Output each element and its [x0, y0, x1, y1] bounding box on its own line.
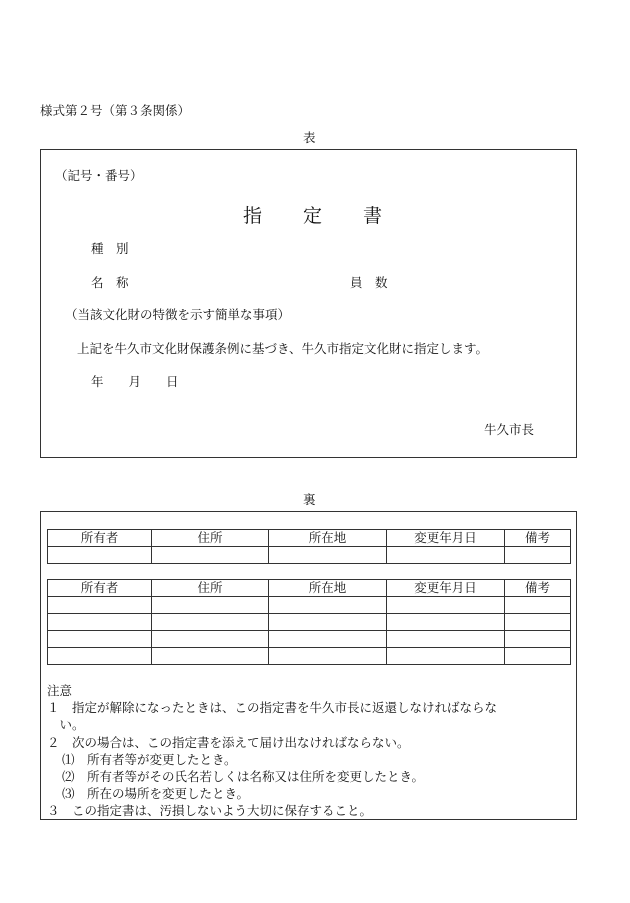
name-label: 名 称 — [91, 275, 129, 290]
table-cell — [48, 547, 152, 564]
form-number-label: 様式第２号（第３条関係） — [40, 103, 191, 118]
column-header-location: 所在地 — [269, 580, 387, 597]
features-label: （当該文化財の特徴を示す簡単な事項） — [65, 307, 291, 322]
table-row — [48, 648, 571, 665]
table-cell — [48, 631, 152, 648]
table-header-row — [48, 530, 571, 547]
column-header-change-date: 変更年月日 — [387, 580, 505, 597]
column-header-owner: 所有者 — [48, 530, 152, 547]
front-heading: 表 — [303, 130, 316, 145]
note-item-2-sub-3: ⑶ 所在の場所を変更したとき。 — [62, 786, 250, 802]
owner-table-2 — [47, 579, 571, 665]
table-cell — [269, 648, 387, 665]
table-cell — [505, 631, 571, 648]
date-label: 年 月 日 — [91, 374, 179, 389]
column-header-address: 住所 — [152, 530, 269, 547]
table-cell — [269, 614, 387, 631]
note-item-2-sub-2: ⑵ 所有者等がその氏名若しくは名称又は住所を変更したとき。 — [62, 769, 425, 785]
back-heading: 裏 — [303, 492, 316, 507]
table-cell — [152, 547, 269, 564]
issuer-label: 牛久市長 — [484, 422, 535, 437]
column-header-remarks: 備考 — [505, 580, 571, 597]
type-label: 種 別 — [91, 241, 129, 256]
designation-statement: 上記を牛久市文化財保護条例に基づき、牛久市指定文化財に指定します。 — [77, 341, 489, 356]
count-label: 員 数 — [350, 275, 388, 290]
table-cell — [387, 631, 505, 648]
column-header-change-date: 変更年月日 — [387, 530, 505, 547]
table-cell — [152, 631, 269, 648]
table-cell — [505, 547, 571, 564]
table-cell — [269, 631, 387, 648]
table-row — [48, 597, 571, 614]
table-cell — [269, 547, 387, 564]
notes-heading: 注意 — [47, 683, 73, 698]
column-header-address: 住所 — [152, 580, 269, 597]
table-cell — [152, 648, 269, 665]
table-cell — [387, 648, 505, 665]
column-header-location: 所在地 — [269, 530, 387, 547]
table-cell — [152, 614, 269, 631]
table-cell — [505, 597, 571, 614]
table-row — [48, 614, 571, 631]
table-header-row — [48, 580, 571, 597]
column-header-owner: 所有者 — [48, 580, 152, 597]
owner-table-1 — [47, 529, 571, 564]
symbol-number-label: （記号・番号） — [55, 168, 143, 183]
notes-section — [47, 682, 577, 820]
table-cell — [505, 648, 571, 665]
front-certificate-box — [40, 149, 577, 458]
certificate-title: 指 定 書 — [243, 205, 384, 227]
table-cell — [48, 648, 152, 665]
table-cell — [48, 597, 152, 614]
table-row — [48, 631, 571, 648]
note-item-2-sub-1: ⑴ 所有者等が変更したとき。 — [62, 751, 237, 767]
column-header-remarks: 備考 — [505, 530, 571, 547]
table-row — [48, 547, 571, 564]
table-cell — [387, 597, 505, 614]
note-item-3: ３ この指定書は、汚損しないよう大切に保存すること。 — [47, 803, 373, 819]
table-cell — [505, 614, 571, 631]
table-cell — [48, 614, 152, 631]
table-cell — [152, 597, 269, 614]
table-cell — [387, 614, 505, 631]
note-item-2: ２ 次の場合は、この指定書を添えて届け出なければならない。 — [47, 734, 410, 750]
table-cell — [387, 547, 505, 564]
note-item-1: １ 指定が解除になったときは、この指定書を牛久市長に返還しなければならな — [47, 700, 498, 716]
note-item-1-continuation: い。 — [47, 717, 85, 733]
table-cell — [269, 597, 387, 614]
